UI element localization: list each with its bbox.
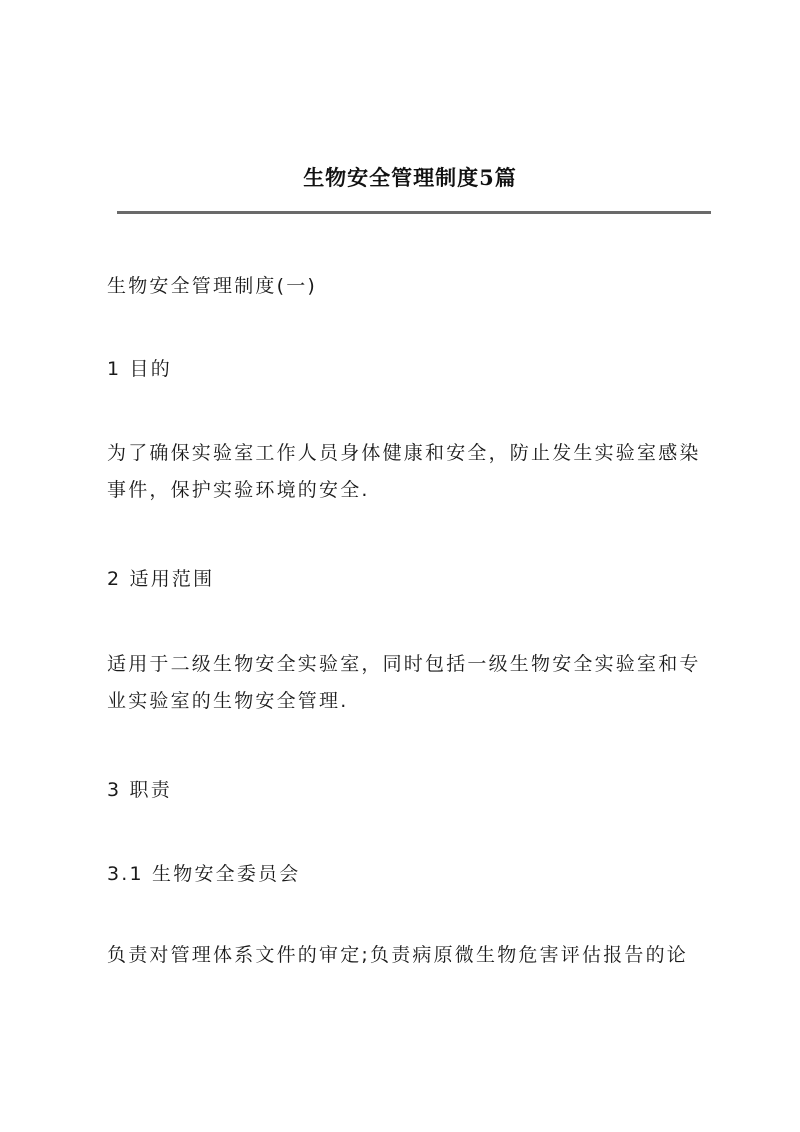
- document-title: 生物安全管理制度5篇: [303, 165, 517, 190]
- section-heading: 3 职责: [107, 779, 172, 801]
- body-paragraph: 适用于二级生物安全实验室，同时包括一级生物安全实验室和专业实验室的生物安全管理.: [107, 653, 701, 712]
- body-paragraph: 负责对管理体系文件的审定;负责病原微生物危害评估报告的论: [107, 944, 689, 966]
- subsection-heading: 3.1 生物安全委员会: [107, 863, 301, 885]
- section-heading: 生物安全管理制度(一): [107, 275, 318, 297]
- section-heading: 1 目的: [107, 358, 172, 380]
- body-paragraph: 为了确保实验室工作人员身体健康和安全，防止发生实验室感染事件，保护实验环境的安全.: [107, 442, 701, 501]
- section-heading: 2 适用范围: [107, 568, 215, 590]
- title-underline: [117, 211, 711, 214]
